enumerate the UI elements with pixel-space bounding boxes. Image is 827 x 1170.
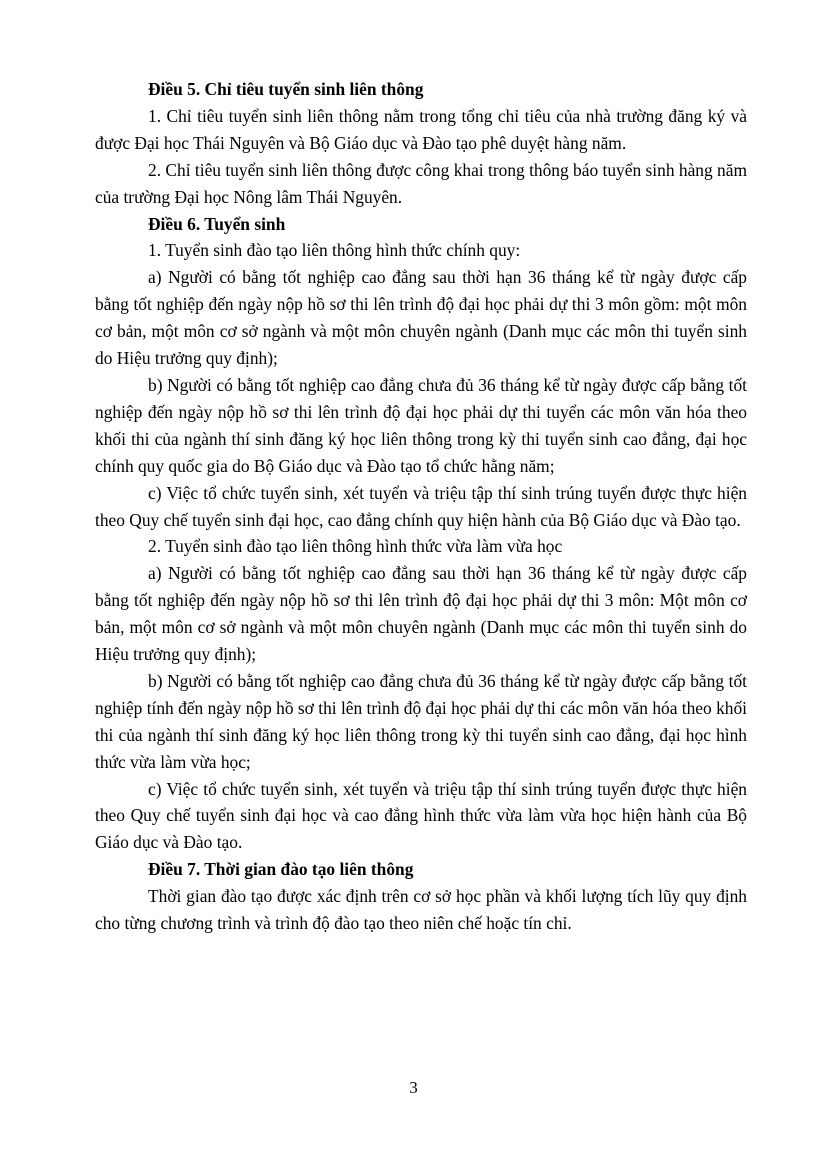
section-heading-dieu-5: Điều 5. Chỉ tiêu tuyển sinh liên thông — [148, 79, 424, 99]
paragraph: Thời gian đào tạo được xác định trên cơ sở học phần và khối lượng tích lũy quy định cho từng chương trình và trình độ đào tạo theo niên chế hoặc tín chỉ. — [95, 886, 747, 934]
paragraph: a) Người có bằng tốt nghiệp cao đẳng sau thời hạn 36 tháng kể từ ngày được cấp bằng tốt nghiệp đến ngày nộp hồ sơ thi lên trình độ đại học phải dự thi 3 môn gồm: một môn cơ bản, một môn cơ sở ngành và một môn chuyên ngành (Danh mục các môn thi tuyển sinh do Hiệu trưởng quy định); — [95, 267, 747, 369]
paragraph: a) Người có bằng tốt nghiệp cao đẳng sau thời hạn 36 tháng kể từ ngày được cấp bằng tốt nghiệp đến ngày nộp hồ sơ thi lên trình độ đại học phải dự thi 3 môn: Một môn cơ bản, một môn cơ sở ngành và một môn chuyên ngành (Danh mục các môn thi tuyển sinh do Hiệu trưởng quy định); — [95, 563, 747, 665]
page-number: 3 — [409, 1078, 418, 1097]
document-page — [95, 76, 747, 937]
section-heading-dieu-7: Điều 7. Thời gian đào tạo liên thông — [148, 859, 414, 880]
section-heading-dieu-6: Điều 6. Tuyển sinh — [148, 213, 286, 234]
paragraph: b) Người có bằng tốt nghiệp cao đẳng chưa đủ 36 tháng kể từ ngày được cấp bằng tốt nghiệp tính đến ngày nộp hồ sơ thi lên trình độ đại học phải dự thi các môn văn hóa theo khối thi của ngành thí sinh đăng ký học liên thông trong kỳ thi tuyển sinh cao đẳng, đại học hình thức vừa làm vừa học; — [95, 670, 747, 772]
paragraph: 2. Tuyển sinh đào tạo liên thông hình thức vừa làm vừa học — [148, 536, 563, 557]
paragraph: 2. Chỉ tiêu tuyển sinh liên thông được công khai trong thông báo tuyển sinh hàng năm của trường Đại học Nông lâm Thái Nguyên. — [95, 159, 747, 207]
paragraph: c) Việc tổ chức tuyển sinh, xét tuyển và triệu tập thí sinh trúng tuyển được thực hiện theo Quy chế tuyển sinh đại học, cao đẳng chính quy hiện hành của Bộ Giáo dục và Đào tạo. — [95, 482, 747, 530]
paragraph: b) Người có bằng tốt nghiệp cao đẳng chưa đủ 36 tháng kể từ ngày được cấp bằng tốt nghiệp đến ngày nộp hồ sơ thi lên trình độ đại học phải dự thi tuyển các môn văn hóa theo khối thi của ngành thí sinh đăng ký học liên thông trong kỳ thi tuyển sinh cao đẳng, đại học chính quy quốc gia do Bộ Giáo dục và Đào tạo tổ chức hằng năm; — [95, 374, 747, 476]
paragraph: c) Việc tổ chức tuyển sinh, xét tuyển và triệu tập thí sinh trúng tuyển được thực hiện theo Quy chế tuyển sinh đại học và cao đẳng hình thức vừa làm vừa học hiện hành của Bộ Giáo dục và Đào tạo. — [95, 778, 747, 853]
paragraph: 1. Chỉ tiêu tuyển sinh liên thông nằm trong tổng chỉ tiêu của nhà trường đăng ký và được Đại học Thái Nguyên và Bộ Giáo dục và Đào tạo phê duyệt hàng năm. — [95, 105, 747, 153]
paragraph: 1. Tuyển sinh đào tạo liên thông hình thức chính quy: — [148, 240, 521, 261]
